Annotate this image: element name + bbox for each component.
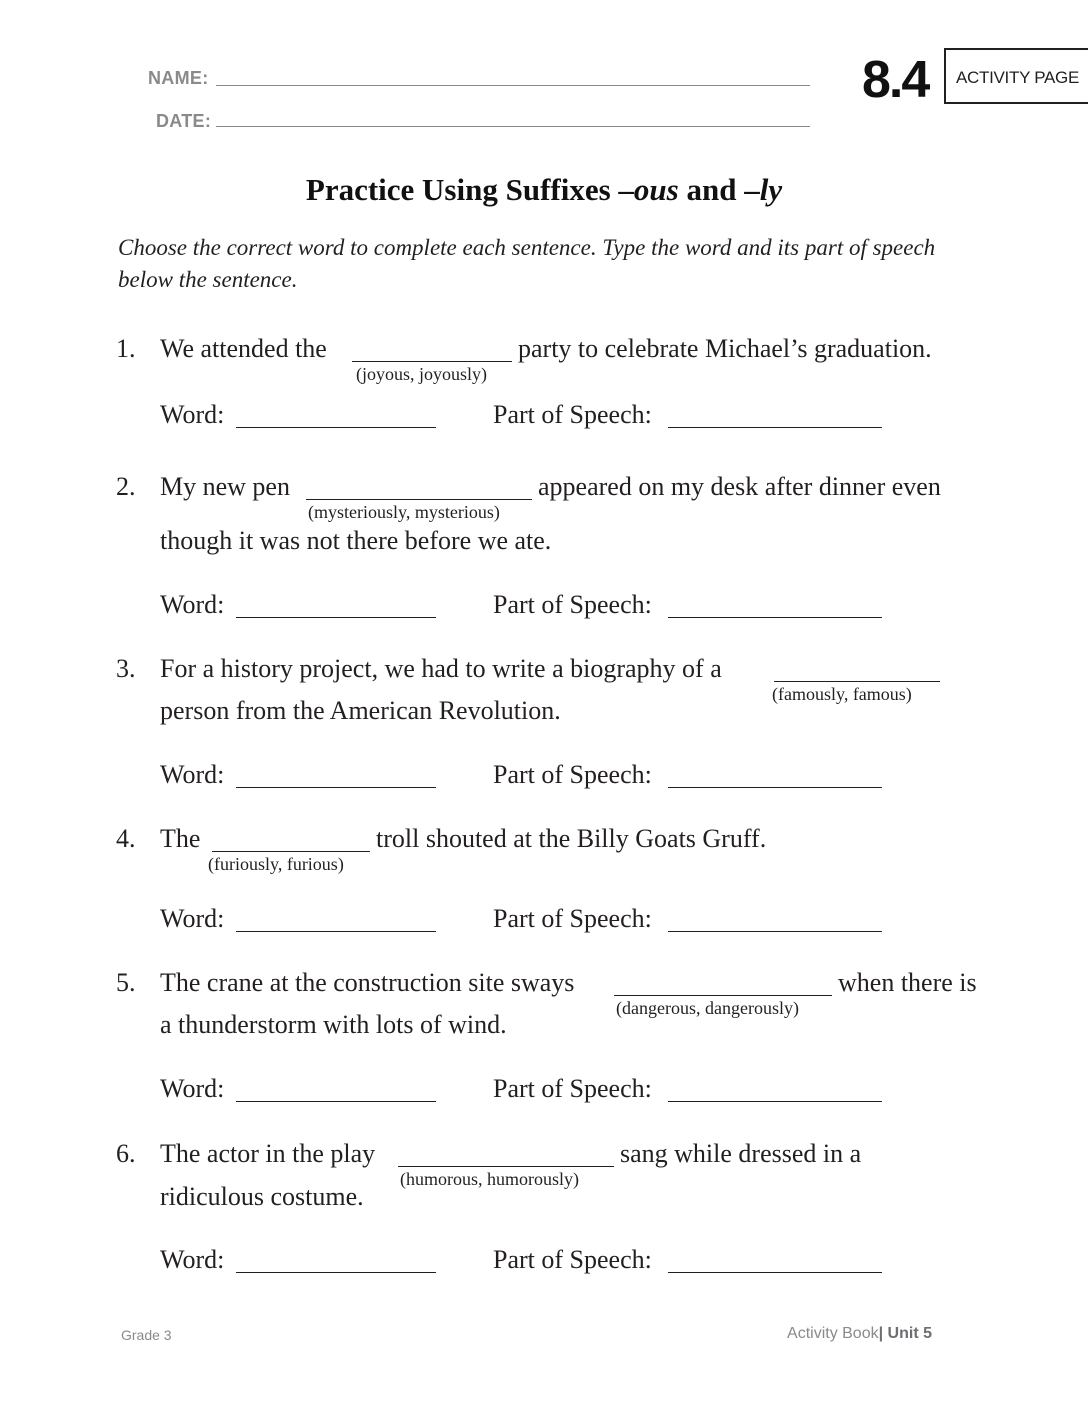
footer-grade: Grade 3 bbox=[121, 1327, 172, 1343]
question-number: 2. bbox=[116, 472, 136, 501]
word-choices: (furiously, furious) bbox=[208, 854, 344, 874]
word-answer-line[interactable] bbox=[236, 1101, 436, 1102]
question-number: 5. bbox=[116, 968, 136, 997]
part-of-speech-answer-line[interactable] bbox=[668, 787, 882, 788]
part-of-speech-answer-line[interactable] bbox=[668, 1272, 882, 1273]
question-text: The crane at the construction site sways bbox=[160, 968, 575, 997]
part-of-speech-label: Part of Speech: bbox=[493, 1074, 652, 1103]
question-text: We attended the bbox=[160, 334, 327, 363]
question-text-after: troll shouted at the Billy Goats Gruff. bbox=[376, 824, 767, 853]
word-choices: (famously, famous) bbox=[772, 684, 912, 704]
footer-book-unit bbox=[787, 1325, 932, 1343]
answer-blank[interactable] bbox=[306, 499, 532, 500]
name-field[interactable] bbox=[216, 85, 810, 86]
part-of-speech-label: Part of Speech: bbox=[493, 1245, 652, 1274]
question-text: My new pen bbox=[160, 472, 290, 501]
word-answer-line[interactable] bbox=[236, 931, 436, 932]
footer-unit: Unit 5 bbox=[887, 1325, 932, 1342]
answer-blank[interactable] bbox=[774, 681, 940, 682]
word-label: Word: bbox=[160, 760, 225, 789]
title-text-1: Practice Using Suffixes – bbox=[305, 172, 634, 207]
part-of-speech-label: Part of Speech: bbox=[493, 904, 652, 933]
question-text: For a history project, we had to write a biography of a bbox=[160, 654, 722, 683]
part-of-speech-answer-line[interactable] bbox=[668, 427, 882, 428]
question-text-after: when there is bbox=[838, 968, 977, 997]
part-of-speech-label: Part of Speech: bbox=[493, 590, 652, 619]
answer-blank[interactable] bbox=[352, 361, 512, 362]
part-of-speech-label: Part of Speech: bbox=[493, 400, 652, 429]
date-label: DATE: bbox=[156, 111, 212, 131]
word-choices: (dangerous, dangerously) bbox=[616, 998, 799, 1018]
word-answer-line[interactable] bbox=[236, 427, 436, 428]
name-label: NAME: bbox=[148, 68, 209, 88]
page-number: 8.4 bbox=[862, 51, 929, 109]
part-of-speech-answer-line[interactable] bbox=[668, 617, 882, 618]
question-text-line2: a thunderstorm with lots of wind. bbox=[160, 1010, 507, 1039]
title-text-2: and – bbox=[678, 172, 760, 207]
word-label: Word: bbox=[160, 1245, 225, 1274]
word-answer-line[interactable] bbox=[236, 787, 436, 788]
question-text: The actor in the play bbox=[160, 1139, 376, 1168]
question-number: 6. bbox=[116, 1139, 136, 1168]
date-field[interactable] bbox=[216, 126, 810, 127]
footer-separator: | bbox=[878, 1325, 884, 1342]
word-label: Word: bbox=[160, 400, 225, 429]
question-text-after: appeared on my desk after dinner even bbox=[538, 472, 941, 501]
word-label: Word: bbox=[160, 590, 225, 619]
question-text-line2: though it was not there before we ate. bbox=[160, 526, 552, 555]
word-answer-line[interactable] bbox=[236, 1272, 436, 1273]
title-suffix-ly: ly bbox=[759, 172, 783, 207]
part-of-speech-answer-line[interactable] bbox=[668, 931, 882, 932]
activity-page-box: ACTIVITY PAGE bbox=[944, 48, 1088, 104]
word-label: Word: bbox=[160, 904, 225, 933]
footer-book: Activity Book bbox=[787, 1325, 879, 1342]
question-number: 3. bbox=[116, 654, 136, 683]
instructions: Choose the correct word to complete each sentence. Type the word and its part of speech below the sentence. bbox=[118, 235, 936, 292]
answer-blank[interactable] bbox=[614, 995, 832, 996]
question-number: 1. bbox=[116, 334, 136, 363]
part-of-speech-label: Part of Speech: bbox=[493, 760, 652, 789]
part-of-speech-answer-line[interactable] bbox=[668, 1101, 882, 1102]
word-choices: (humorous, humorously) bbox=[400, 1169, 579, 1189]
question-text-line2: ridiculous costume. bbox=[160, 1182, 364, 1211]
question-text-after: sang while dressed in a bbox=[620, 1139, 862, 1168]
word-choices: (joyous, joyously) bbox=[356, 364, 488, 384]
answer-blank[interactable] bbox=[398, 1166, 614, 1167]
word-choices: (mysteriously, mysterious) bbox=[308, 502, 500, 522]
word-answer-line[interactable] bbox=[236, 617, 436, 618]
question-number: 4. bbox=[116, 824, 136, 853]
question-text-line2: person from the American Revolution. bbox=[160, 696, 561, 725]
answer-blank[interactable] bbox=[212, 851, 370, 852]
title-suffix-ous: ous bbox=[633, 172, 679, 207]
question-text: The bbox=[160, 824, 201, 853]
page-title bbox=[0, 172, 1088, 208]
word-label: Word: bbox=[160, 1074, 225, 1103]
question-text-after: party to celebrate Michael’s graduation. bbox=[518, 334, 932, 363]
